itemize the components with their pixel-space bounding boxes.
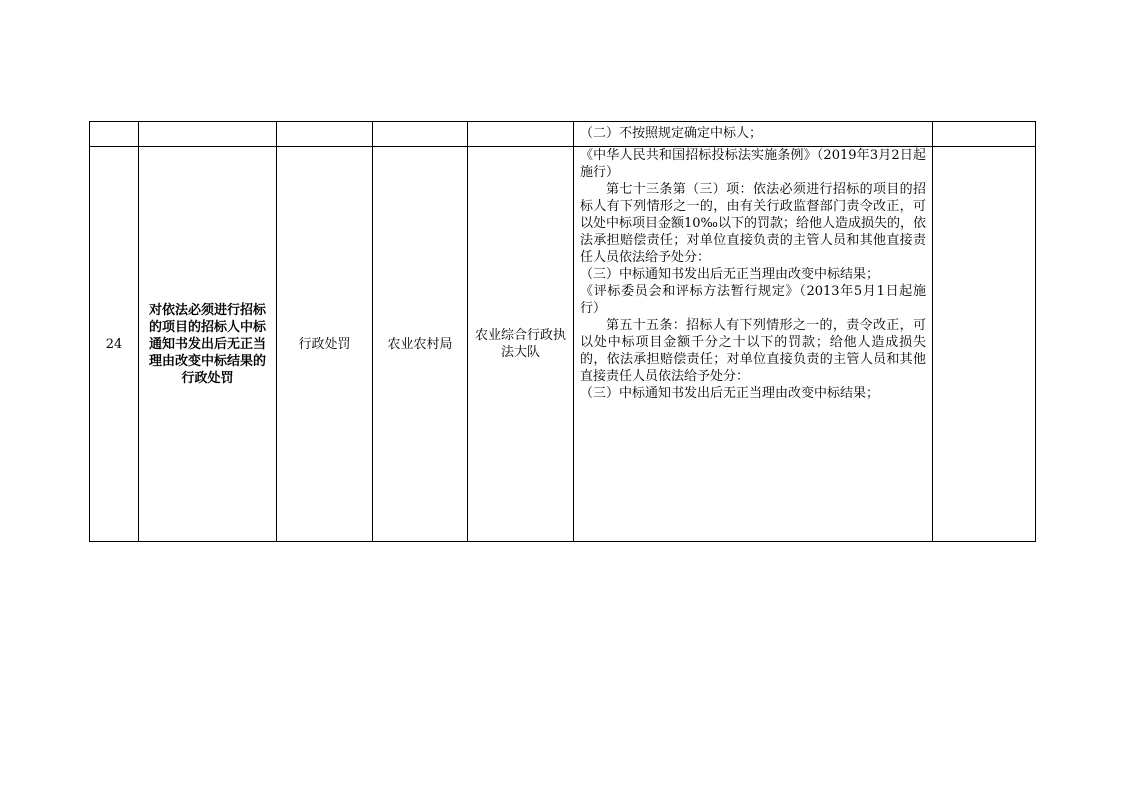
- item-number: 24: [90, 147, 139, 542]
- item-name: 对依法必须进行招标的项目的招标人中标通知书发出后无正当理由改变中标结果的行政处罚: [139, 147, 277, 542]
- prev-category-cell: [277, 122, 373, 147]
- legal-basis-cell: [574, 147, 933, 542]
- basis-law-title-1: 《中华人民共和国招标投标法实施条例》（2019年3月2日起施行）: [580, 148, 926, 180]
- prev-basis-cell: [574, 122, 933, 147]
- executing-body: 农业综合行政执法大队: [468, 147, 574, 542]
- item-category: 行政处罚: [277, 147, 373, 542]
- basis-article-2: 第五十五条：招标人有下列情形之一的，责令改正，可以处中标项目金额千分之十以下的罚款；给他人造成损失的，依法承担赔偿责任；对单位直接负责的主管人员和其他直接责任人员依法给予处分：: [580, 318, 926, 384]
- responsible-department: 农业农村局: [373, 147, 468, 542]
- prev-basis-tail: （二）不按照规定确定中标人；: [580, 126, 763, 141]
- prev-department-cell: [373, 122, 468, 147]
- basis-article-1: 第七十三条第（三）项：依法必须进行招标的项目的招标人有下列情形之一的，由有关行政监督部门责令改正，可以处中标项目金额10‰以下的罚款；给他人造成损失的，依法承担赔偿责任；对单位直接负责的主管人员和其他直接责任人员依法给予处分：: [580, 182, 926, 265]
- penalty-items-table: [89, 121, 1036, 542]
- prev-number-cell: [90, 122, 139, 147]
- table-row-previous: [90, 122, 1036, 147]
- basis-clause-1: （三）中标通知书发出后无正当理由改变中标结果；: [580, 267, 880, 282]
- basis-law-title-2: 《评标委员会和评标方法暂行规定》（2013年5月1日起施行）: [580, 284, 926, 316]
- remark-cell: [933, 147, 1036, 542]
- prev-remark-cell: [933, 122, 1036, 147]
- table-row: [90, 147, 1036, 542]
- prev-executor-cell: [468, 122, 574, 147]
- prev-item-name-cell: [139, 122, 277, 147]
- basis-clause-2: （三）中标通知书发出后无正当理由改变中标结果；: [580, 386, 880, 401]
